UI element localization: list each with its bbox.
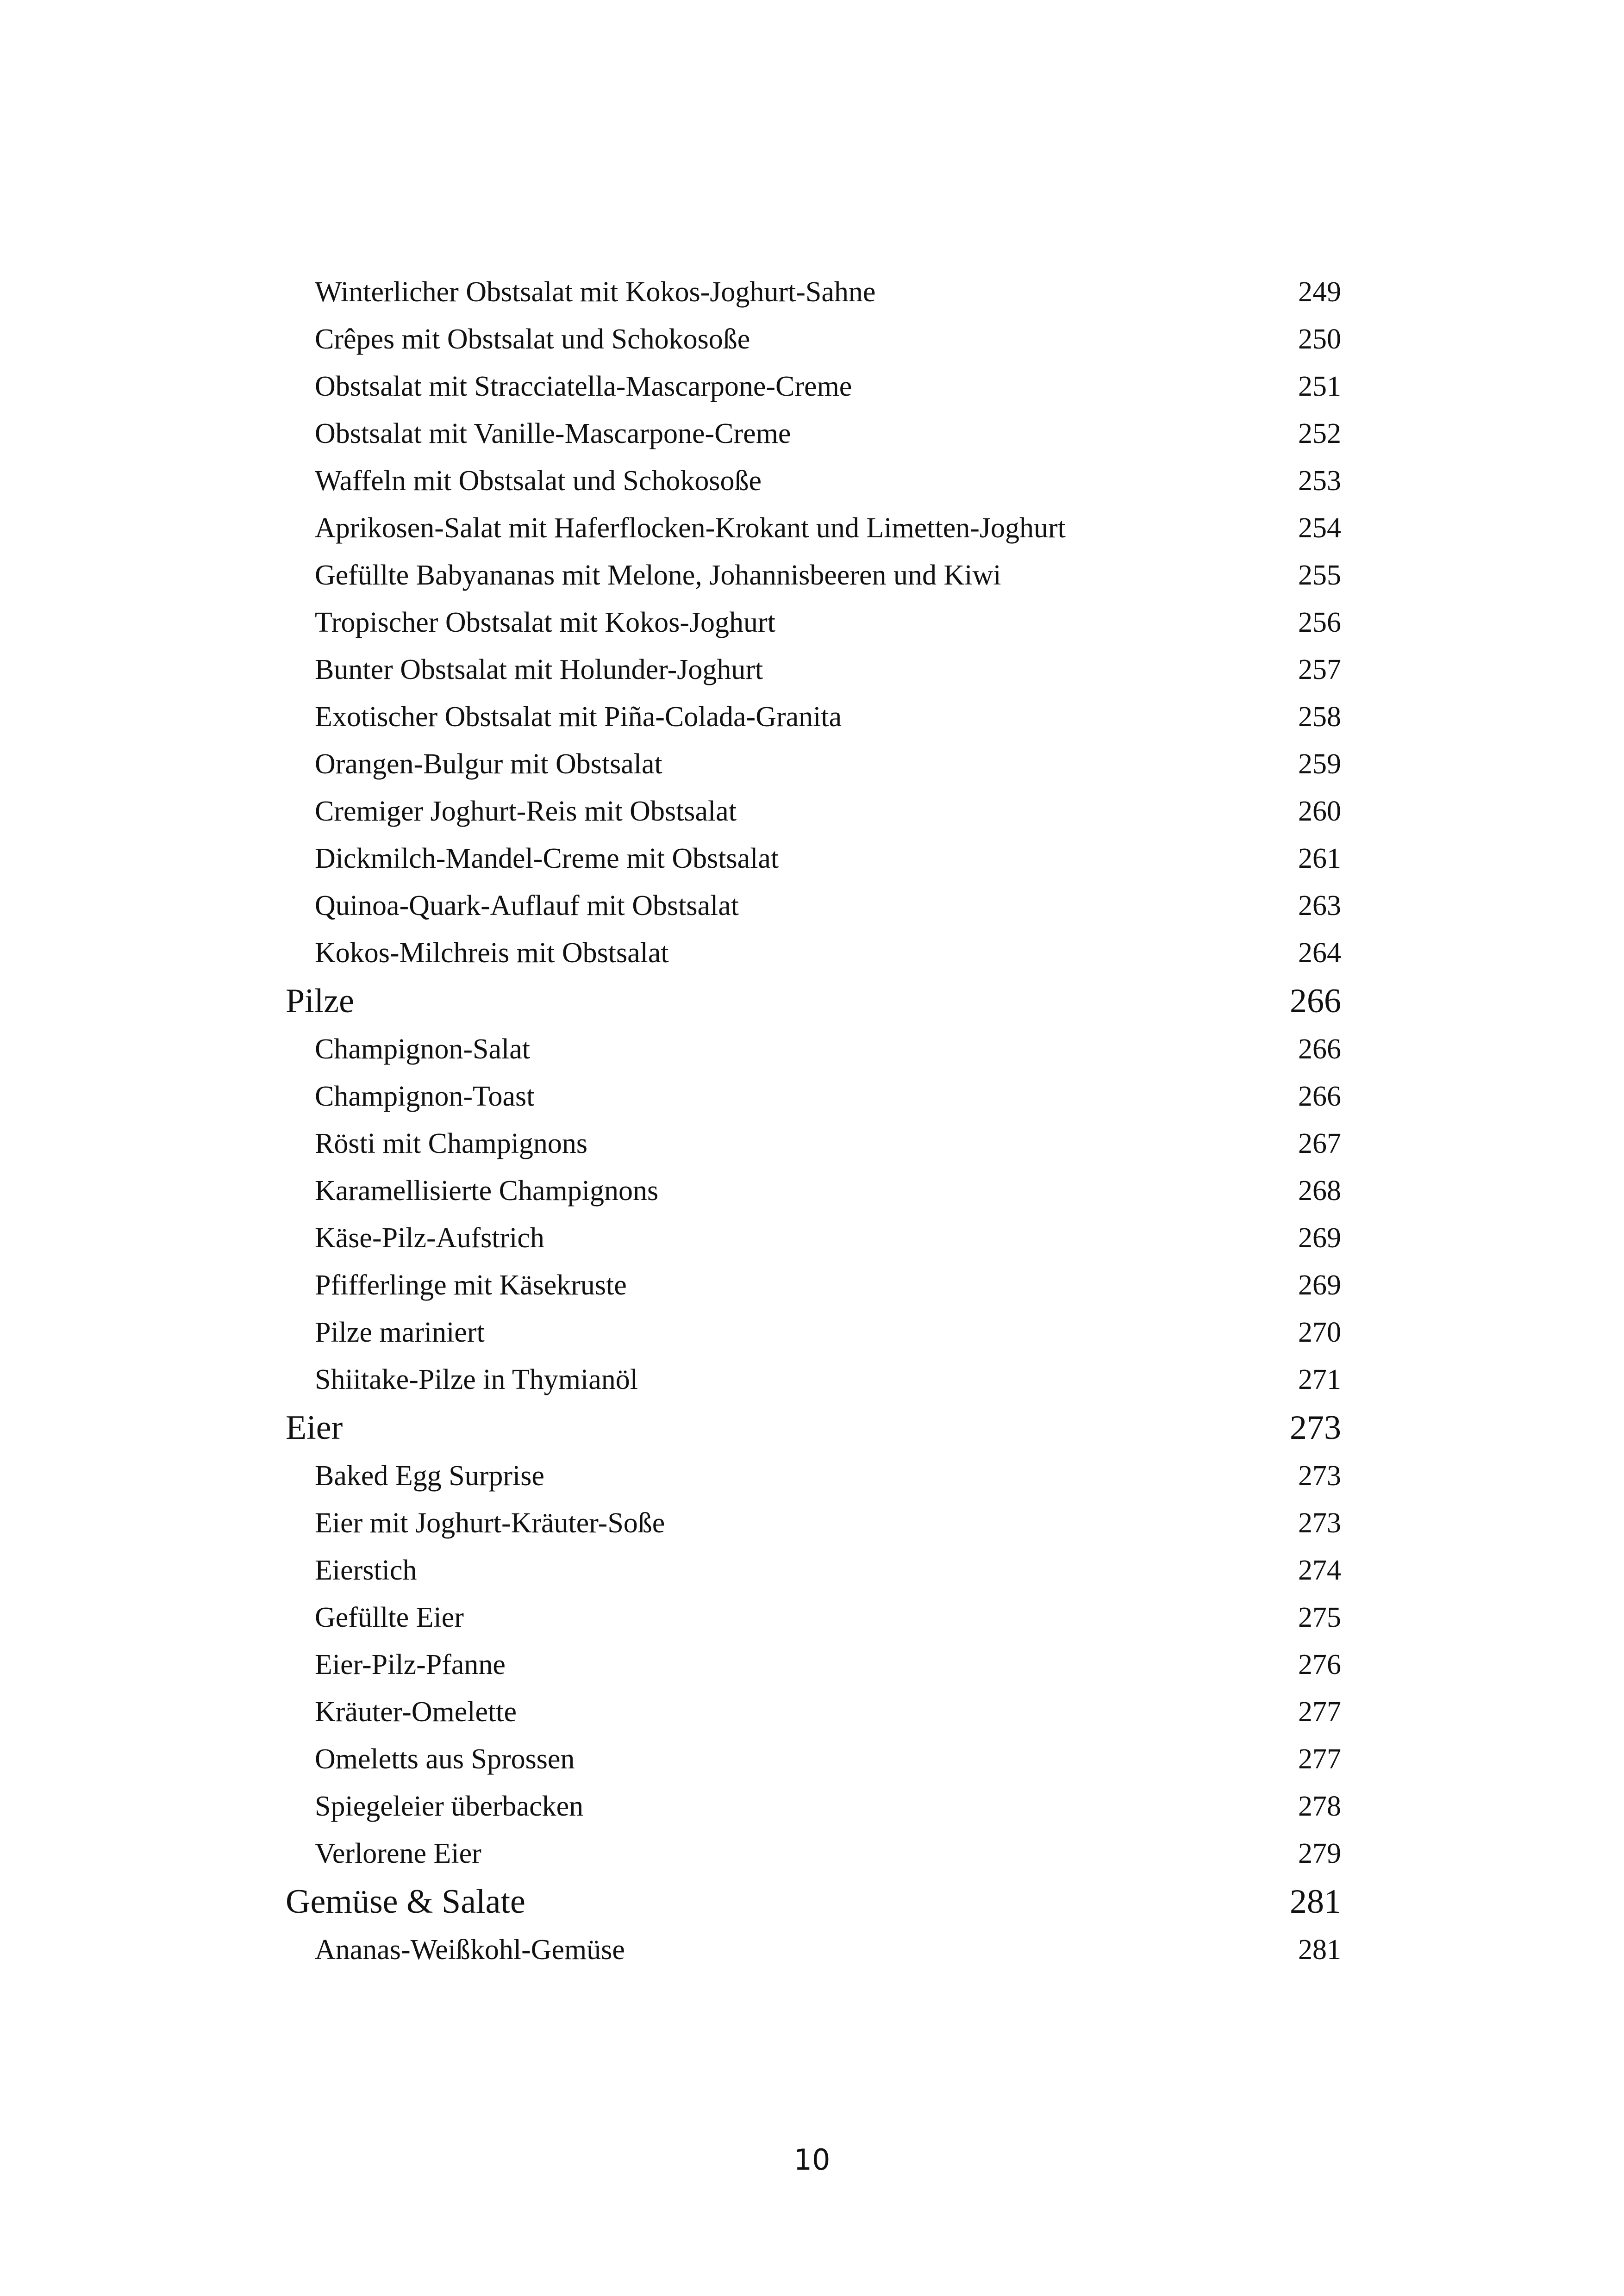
toc-entry-title: Gefüllte Babyananas mit Melone, Johannisbeeren und Kiwi xyxy=(315,560,1001,591)
toc-entry-title: Obstsalat mit Vanille-Mascarpone-Creme xyxy=(315,418,791,449)
toc-entry xyxy=(286,646,1341,693)
toc-entry-page-number: 251 xyxy=(1298,371,1341,402)
toc-entry xyxy=(286,1783,1341,1830)
toc-entry-title: Crêpes mit Obstsalat und Schokosoße xyxy=(315,324,750,355)
toc-entry-title: Dickmilch-Mandel-Creme mit Obstsalat xyxy=(315,843,779,874)
toc-entry xyxy=(286,1026,1341,1073)
page-number: 10 xyxy=(793,2143,831,2177)
toc-section-title: Pilze xyxy=(286,982,354,1020)
toc-entry-title: Champignon-Toast xyxy=(315,1081,535,1112)
toc-entry-title: Eier-Pilz-Pfanne xyxy=(315,1649,506,1680)
toc-entry-title: Käse-Pilz-Aufstrich xyxy=(315,1222,544,1254)
toc-entry xyxy=(286,316,1341,363)
toc-entry xyxy=(286,835,1341,882)
toc-entry-page-number: 276 xyxy=(1298,1649,1341,1680)
toc-entry-title: Waffeln mit Obstsalat und Schokosoße xyxy=(315,465,762,497)
toc-entry-title: Rösti mit Champignons xyxy=(315,1128,588,1159)
toc-entry-title: Ananas-Weißkohl-Gemüse xyxy=(315,1934,625,1966)
toc-entry xyxy=(286,740,1341,788)
toc-entry-page-number: 270 xyxy=(1298,1317,1341,1348)
toc-entry xyxy=(286,1167,1341,1214)
toc-entry-title: Kokos-Milchreis mit Obstsalat xyxy=(315,937,669,969)
toc-entry-title: Verlorene Eier xyxy=(315,1838,481,1869)
toc-entry-title: Gefüllte Eier xyxy=(315,1602,464,1633)
toc-entry xyxy=(286,693,1341,740)
toc-entry xyxy=(286,1926,1341,1973)
toc-section-page-number: 273 xyxy=(1290,1409,1341,1447)
toc-entry-page-number: 273 xyxy=(1298,1507,1341,1539)
toc-entry-page-number: 257 xyxy=(1298,654,1341,685)
toc-entry xyxy=(286,1073,1341,1120)
toc-entry-title: Winterlicher Obstsalat mit Kokos-Joghurt-Sahne xyxy=(315,276,876,308)
toc-entry-title: Tropischer Obstsalat mit Kokos-Joghurt xyxy=(315,607,775,638)
toc-entry-title: Baked Egg Surprise xyxy=(315,1460,544,1492)
toc-entry-page-number: 274 xyxy=(1298,1555,1341,1586)
toc-entry xyxy=(286,1594,1341,1641)
toc-entry-page-number: 268 xyxy=(1298,1175,1341,1207)
toc-section-heading xyxy=(286,1403,1341,1452)
toc-entry-title: Aprikosen-Salat mit Haferflocken-Krokant und Limetten-Joghurt xyxy=(315,512,1066,544)
toc-entry-title: Exotischer Obstsalat mit Piña-Colada-Granita xyxy=(315,701,842,733)
toc-entry-page-number: 281 xyxy=(1298,1934,1341,1966)
toc-entry-title: Champignon-Salat xyxy=(315,1033,530,1065)
toc-entry-page-number: 255 xyxy=(1298,560,1341,591)
toc-entry-page-number: 277 xyxy=(1298,1696,1341,1728)
toc-entry-page-number: 273 xyxy=(1298,1460,1341,1492)
toc-entry-page-number: 264 xyxy=(1298,937,1341,969)
toc-entry xyxy=(286,1262,1341,1309)
toc-entry xyxy=(286,504,1341,552)
toc-entry xyxy=(286,1688,1341,1736)
toc-entry-title: Orangen-Bulgur mit Obstsalat xyxy=(315,748,662,780)
toc-entry-page-number: 266 xyxy=(1298,1033,1341,1065)
toc-entry-title: Quinoa-Quark-Auflauf mit Obstsalat xyxy=(315,890,739,921)
toc-section-title: Eier xyxy=(286,1409,343,1447)
toc-entry xyxy=(286,1214,1341,1262)
toc-entry xyxy=(286,552,1341,599)
toc-entry xyxy=(286,788,1341,835)
toc-entry-page-number: 267 xyxy=(1298,1128,1341,1159)
toc-entry-page-number: 261 xyxy=(1298,843,1341,874)
toc-entry-page-number: 259 xyxy=(1298,748,1341,780)
toc-section-page-number: 281 xyxy=(1290,1883,1341,1921)
toc-section-page-number: 266 xyxy=(1290,982,1341,1020)
toc-entry-title: Bunter Obstsalat mit Holunder-Joghurt xyxy=(315,654,763,685)
table-of-contents xyxy=(286,268,1341,1973)
toc-entry xyxy=(286,1830,1341,1877)
toc-section-heading xyxy=(286,977,1341,1026)
toc-entry xyxy=(286,1120,1341,1167)
toc-entry-title: Pfifferlinge mit Käsekruste xyxy=(315,1269,627,1301)
toc-entry-title: Eier mit Joghurt-Kräuter-Soße xyxy=(315,1507,665,1539)
toc-entry-title: Cremiger Joghurt-Reis mit Obstsalat xyxy=(315,796,737,827)
toc-entry-page-number: 271 xyxy=(1298,1364,1341,1395)
toc-entry xyxy=(286,1641,1341,1688)
toc-entry xyxy=(286,1356,1341,1403)
toc-entry-page-number: 279 xyxy=(1298,1838,1341,1869)
toc-entry xyxy=(286,1547,1341,1594)
toc-entry-title: Omeletts aus Sprossen xyxy=(315,1743,575,1775)
toc-entry-page-number: 266 xyxy=(1298,1081,1341,1112)
toc-entry xyxy=(286,1309,1341,1356)
toc-entry xyxy=(286,599,1341,646)
toc-entry-page-number: 269 xyxy=(1298,1269,1341,1301)
toc-entry-page-number: 278 xyxy=(1298,1791,1341,1822)
toc-entry-page-number: 252 xyxy=(1298,418,1341,449)
toc-entry xyxy=(286,410,1341,457)
toc-entry-page-number: 275 xyxy=(1298,1602,1341,1633)
toc-entry-page-number: 258 xyxy=(1298,701,1341,733)
toc-entry-title: Karamellisierte Champignons xyxy=(315,1175,659,1207)
toc-entry xyxy=(286,1452,1341,1500)
toc-entry-title: Shiitake-Pilze in Thymianöl xyxy=(315,1364,638,1395)
toc-entry-page-number: 277 xyxy=(1298,1743,1341,1775)
toc-entry-page-number: 263 xyxy=(1298,890,1341,921)
toc-entry xyxy=(286,929,1341,977)
toc-entry-page-number: 269 xyxy=(1298,1222,1341,1254)
toc-entry-page-number: 250 xyxy=(1298,324,1341,355)
toc-entry xyxy=(286,457,1341,504)
toc-entry-title: Obstsalat mit Stracciatella-Mascarpone-Creme xyxy=(315,371,852,402)
toc-entry-page-number: 256 xyxy=(1298,607,1341,638)
toc-entry xyxy=(286,1736,1341,1783)
toc-section-title: Gemüse & Salate xyxy=(286,1883,525,1921)
toc-entry-title: Spiegeleier überbacken xyxy=(315,1791,584,1822)
toc-entry-page-number: 260 xyxy=(1298,796,1341,827)
toc-entry-page-number: 254 xyxy=(1298,512,1341,544)
toc-section-heading xyxy=(286,1877,1341,1926)
toc-entry xyxy=(286,363,1341,410)
toc-entry xyxy=(286,882,1341,929)
toc-entry-page-number: 249 xyxy=(1298,276,1341,308)
toc-entry-page-number: 253 xyxy=(1298,465,1341,497)
toc-entry xyxy=(286,1500,1341,1547)
toc-entry xyxy=(286,268,1341,316)
toc-entry-title: Kräuter-Omelette xyxy=(315,1696,517,1728)
toc-entry-title: Eierstich xyxy=(315,1555,417,1586)
toc-entry-title: Pilze mariniert xyxy=(315,1317,485,1348)
